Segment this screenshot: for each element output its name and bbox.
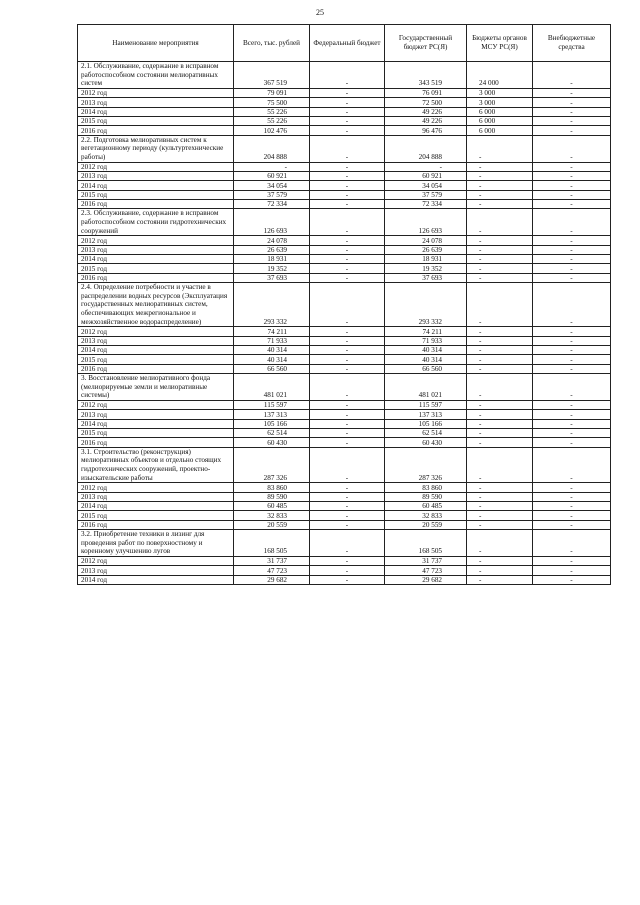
cell-activity-name: 2015 год <box>78 116 234 125</box>
cell-municipal-budget: - <box>467 181 533 190</box>
cell-extra-budget: - <box>533 255 611 264</box>
cell-total: 481 021 <box>234 374 310 401</box>
table-row-year <box>78 520 611 529</box>
cell-activity-name: 2016 год <box>78 364 234 373</box>
cell-state-budget: 60 485 <box>385 502 467 511</box>
cell-state-budget: 204 888 <box>385 135 467 162</box>
cell-total: 75 500 <box>234 98 310 107</box>
cell-extra-budget: - <box>533 410 611 419</box>
cell-extra-budget: - <box>533 116 611 125</box>
cell-activity-name: 2012 год <box>78 556 234 565</box>
cell-activity-name: 2014 год <box>78 107 234 116</box>
cell-municipal-budget: - <box>467 245 533 254</box>
cell-state-budget: 40 314 <box>385 355 467 364</box>
cell-total: 105 166 <box>234 419 310 428</box>
cell-state-budget: 62 514 <box>385 429 467 438</box>
cell-extra-budget: - <box>533 327 611 336</box>
cell-extra-budget: - <box>533 575 611 584</box>
cell-municipal-budget: - <box>467 336 533 345</box>
cell-federal-budget: - <box>310 181 385 190</box>
table-row-year <box>78 181 611 190</box>
cell-extra-budget: - <box>533 336 611 345</box>
cell-state-budget: 40 314 <box>385 345 467 354</box>
cell-activity-name: 2013 год <box>78 566 234 575</box>
table-row-year <box>78 566 611 575</box>
table-row-year <box>78 355 611 364</box>
header-extra-budget: Внебюджетные средства <box>533 25 611 62</box>
cell-total: 40 314 <box>234 345 310 354</box>
cell-municipal-budget: - <box>467 419 533 428</box>
cell-total: 71 933 <box>234 336 310 345</box>
cell-federal-budget: - <box>310 209 385 236</box>
cell-state-budget: 19 352 <box>385 264 467 273</box>
cell-activity-name: 2013 год <box>78 245 234 254</box>
cell-activity-name: 2013 год <box>78 410 234 419</box>
cell-total: 26 639 <box>234 245 310 254</box>
cell-municipal-budget: - <box>467 566 533 575</box>
cell-municipal-budget: 3 000 <box>467 98 533 107</box>
cell-state-budget: 29 682 <box>385 575 467 584</box>
cell-municipal-budget: - <box>467 327 533 336</box>
cell-extra-budget: - <box>533 171 611 180</box>
cell-extra-budget: - <box>533 419 611 428</box>
cell-activity-name: 3.1. Строительство (реконструкция) мелиоративных объектов и отдельно стоящих гидротехнических сооружений, проектно-изыскательские работы <box>78 447 234 482</box>
table-row-year <box>78 502 611 511</box>
cell-total: 79 091 <box>234 88 310 97</box>
table-row-year <box>78 410 611 419</box>
cell-state-budget: 481 021 <box>385 374 467 401</box>
cell-activity-name: 2014 год <box>78 419 234 428</box>
cell-total: 89 590 <box>234 492 310 501</box>
cell-state-budget: 49 226 <box>385 107 467 116</box>
cell-activity-name: 2014 год <box>78 181 234 190</box>
cell-federal-budget: - <box>310 200 385 209</box>
cell-municipal-budget: - <box>467 511 533 520</box>
cell-federal-budget: - <box>310 135 385 162</box>
cell-total: 55 226 <box>234 107 310 116</box>
cell-federal-budget: - <box>310 126 385 135</box>
cell-municipal-budget: - <box>467 345 533 354</box>
cell-municipal-budget: 24 000 <box>467 62 533 89</box>
cell-extra-budget: - <box>533 245 611 254</box>
cell-state-budget: 60 430 <box>385 438 467 447</box>
cell-extra-budget: - <box>533 364 611 373</box>
cell-state-budget: 26 639 <box>385 245 467 254</box>
table-row-section <box>78 447 611 482</box>
cell-extra-budget: - <box>533 429 611 438</box>
table-row-year <box>78 336 611 345</box>
cell-federal-budget: - <box>310 98 385 107</box>
cell-municipal-budget: - <box>467 264 533 273</box>
table-row-year <box>78 575 611 584</box>
table-row-year <box>78 200 611 209</box>
cell-extra-budget: - <box>533 126 611 135</box>
table-row-year <box>78 438 611 447</box>
header-total: Всего, тыс. рублей <box>234 25 310 62</box>
cell-activity-name: 2013 год <box>78 492 234 501</box>
cell-municipal-budget: - <box>467 374 533 401</box>
table-row-year <box>78 327 611 336</box>
cell-state-budget: 96 476 <box>385 126 467 135</box>
cell-extra-budget: - <box>533 447 611 482</box>
cell-state-budget: 20 559 <box>385 520 467 529</box>
cell-extra-budget: - <box>533 181 611 190</box>
cell-activity-name: 2016 год <box>78 438 234 447</box>
cell-extra-budget: - <box>533 438 611 447</box>
table-row-year <box>78 556 611 565</box>
cell-federal-budget: - <box>310 62 385 89</box>
cell-federal-budget: - <box>310 447 385 482</box>
table-row-year <box>78 483 611 492</box>
cell-activity-name: 2016 год <box>78 273 234 282</box>
cell-state-budget: 126 693 <box>385 209 467 236</box>
cell-state-budget: 18 931 <box>385 255 467 264</box>
cell-total: 62 514 <box>234 429 310 438</box>
cell-extra-budget: - <box>533 107 611 116</box>
table-row-year <box>78 400 611 409</box>
cell-total: 34 054 <box>234 181 310 190</box>
cell-extra-budget: - <box>533 345 611 354</box>
cell-extra-budget: - <box>533 530 611 557</box>
table-row-year <box>78 236 611 245</box>
budget-table <box>77 24 611 585</box>
table-row-section <box>78 283 611 327</box>
table-row-year <box>78 190 611 199</box>
cell-total: 60 485 <box>234 502 310 511</box>
cell-municipal-budget: - <box>467 236 533 245</box>
cell-federal-budget: - <box>310 419 385 428</box>
cell-federal-budget: - <box>310 327 385 336</box>
table-row-year <box>78 419 611 428</box>
header-federal-budget: Федеральный бюджет <box>310 25 385 62</box>
cell-federal-budget: - <box>310 245 385 254</box>
cell-total: 20 559 <box>234 520 310 529</box>
cell-state-budget: 137 313 <box>385 410 467 419</box>
cell-federal-budget: - <box>310 492 385 501</box>
cell-total: 66 560 <box>234 364 310 373</box>
cell-total: 31 737 <box>234 556 310 565</box>
cell-federal-budget: - <box>310 116 385 125</box>
cell-activity-name: 2013 год <box>78 171 234 180</box>
cell-extra-budget: - <box>533 135 611 162</box>
cell-federal-budget: - <box>310 511 385 520</box>
cell-municipal-budget: - <box>467 364 533 373</box>
cell-state-budget: 89 590 <box>385 492 467 501</box>
table-row-year <box>78 171 611 180</box>
table-body <box>78 62 611 585</box>
cell-municipal-budget: - <box>467 447 533 482</box>
cell-municipal-budget: - <box>467 530 533 557</box>
table-row-section <box>78 135 611 162</box>
cell-extra-budget: - <box>533 62 611 89</box>
table-row-year <box>78 264 611 273</box>
cell-activity-name: 2015 год <box>78 355 234 364</box>
cell-state-budget: 74 211 <box>385 327 467 336</box>
cell-total: 102 476 <box>234 126 310 135</box>
cell-municipal-budget: - <box>467 135 533 162</box>
cell-activity-name: 2016 год <box>78 520 234 529</box>
cell-total: 72 334 <box>234 200 310 209</box>
cell-state-budget: 343 519 <box>385 62 467 89</box>
cell-municipal-budget: - <box>467 520 533 529</box>
cell-total: 47 723 <box>234 566 310 575</box>
cell-total: 83 860 <box>234 483 310 492</box>
cell-activity-name: 2012 год <box>78 400 234 409</box>
cell-activity-name: 2014 год <box>78 255 234 264</box>
cell-municipal-budget: - <box>467 575 533 584</box>
cell-federal-budget: - <box>310 264 385 273</box>
cell-activity-name: 2014 год <box>78 575 234 584</box>
cell-extra-budget: - <box>533 492 611 501</box>
cell-state-budget: 37 579 <box>385 190 467 199</box>
cell-municipal-budget: - <box>467 209 533 236</box>
cell-municipal-budget: - <box>467 190 533 199</box>
cell-state-budget: 32 833 <box>385 511 467 520</box>
cell-state-budget: 34 054 <box>385 181 467 190</box>
cell-activity-name: 2016 год <box>78 200 234 209</box>
cell-total: 37 579 <box>234 190 310 199</box>
cell-federal-budget: - <box>310 190 385 199</box>
cell-state-budget: 71 933 <box>385 336 467 345</box>
cell-municipal-budget: - <box>467 273 533 282</box>
table-row-year <box>78 255 611 264</box>
cell-total: 40 314 <box>234 355 310 364</box>
cell-activity-name: 2015 год <box>78 190 234 199</box>
cell-total: 37 693 <box>234 273 310 282</box>
table-row-year <box>78 88 611 97</box>
table-row-year <box>78 429 611 438</box>
cell-total: 18 931 <box>234 255 310 264</box>
table-row-year <box>78 345 611 354</box>
cell-state-budget: 83 860 <box>385 483 467 492</box>
table-row-section <box>78 530 611 557</box>
cell-total: - <box>234 162 310 171</box>
header-activity-name: Наименование мероприятия <box>78 25 234 62</box>
cell-municipal-budget: 6 000 <box>467 107 533 116</box>
cell-state-budget: 47 723 <box>385 566 467 575</box>
cell-federal-budget: - <box>310 556 385 565</box>
table-row-section <box>78 374 611 401</box>
cell-total: 29 682 <box>234 575 310 584</box>
cell-extra-budget: - <box>533 264 611 273</box>
table-row-section <box>78 62 611 89</box>
cell-municipal-budget: 6 000 <box>467 126 533 135</box>
cell-federal-budget: - <box>310 374 385 401</box>
cell-extra-budget: - <box>533 374 611 401</box>
cell-federal-budget: - <box>310 355 385 364</box>
cell-municipal-budget: - <box>467 410 533 419</box>
cell-federal-budget: - <box>310 520 385 529</box>
cell-total: 137 313 <box>234 410 310 419</box>
cell-activity-name: 2.4. Определение потребности и участие в распределении водных ресурсов (Эксплуатация государственных мелиоративных систем, обеспечивающих межрегиональное и межхозяйственное водораспределение) <box>78 283 234 327</box>
cell-federal-budget: - <box>310 530 385 557</box>
cell-activity-name: 2016 год <box>78 126 234 135</box>
cell-municipal-budget: - <box>467 438 533 447</box>
cell-municipal-budget: - <box>467 492 533 501</box>
cell-federal-budget: - <box>310 345 385 354</box>
cell-total: 287 326 <box>234 447 310 482</box>
cell-total: 168 505 <box>234 530 310 557</box>
cell-activity-name: 2015 год <box>78 429 234 438</box>
cell-total: 293 332 <box>234 283 310 327</box>
cell-federal-budget: - <box>310 273 385 282</box>
cell-state-budget: 60 921 <box>385 171 467 180</box>
page-number: 25 <box>316 8 324 17</box>
cell-extra-budget: - <box>533 273 611 282</box>
cell-total: 126 693 <box>234 209 310 236</box>
table-row-year <box>78 107 611 116</box>
cell-total: 60 430 <box>234 438 310 447</box>
cell-municipal-budget: 6 000 <box>467 116 533 125</box>
cell-extra-budget: - <box>533 355 611 364</box>
cell-extra-budget: - <box>533 190 611 199</box>
cell-state-budget: 76 091 <box>385 88 467 97</box>
cell-state-budget: 24 078 <box>385 236 467 245</box>
cell-activity-name: 2015 год <box>78 511 234 520</box>
cell-federal-budget: - <box>310 171 385 180</box>
table-row-year <box>78 511 611 520</box>
cell-activity-name: 2013 год <box>78 98 234 107</box>
cell-total: 115 597 <box>234 400 310 409</box>
cell-extra-budget: - <box>533 400 611 409</box>
cell-state-budget: 168 505 <box>385 530 467 557</box>
cell-activity-name: 2015 год <box>78 264 234 273</box>
cell-extra-budget: - <box>533 209 611 236</box>
cell-municipal-budget: - <box>467 355 533 364</box>
cell-activity-name: 2014 год <box>78 502 234 511</box>
cell-federal-budget: - <box>310 107 385 116</box>
cell-activity-name: 2.1. Обслуживание, содержание в исправном работоспособном состоянии мелиоративных систем <box>78 62 234 89</box>
cell-federal-budget: - <box>310 88 385 97</box>
cell-municipal-budget: - <box>467 200 533 209</box>
cell-extra-budget: - <box>533 283 611 327</box>
cell-state-budget: 293 332 <box>385 283 467 327</box>
cell-total: 74 211 <box>234 327 310 336</box>
cell-state-budget: 72 500 <box>385 98 467 107</box>
cell-federal-budget: - <box>310 410 385 419</box>
cell-activity-name: 2012 год <box>78 236 234 245</box>
cell-federal-budget: - <box>310 429 385 438</box>
cell-extra-budget: - <box>533 520 611 529</box>
cell-extra-budget: - <box>533 162 611 171</box>
cell-extra-budget: - <box>533 200 611 209</box>
cell-municipal-budget: - <box>467 171 533 180</box>
cell-activity-name: 2012 год <box>78 327 234 336</box>
cell-municipal-budget: - <box>467 556 533 565</box>
cell-state-budget: 49 226 <box>385 116 467 125</box>
cell-municipal-budget: - <box>467 283 533 327</box>
cell-federal-budget: - <box>310 162 385 171</box>
cell-total: 60 921 <box>234 171 310 180</box>
cell-federal-budget: - <box>310 566 385 575</box>
cell-state-budget: 31 737 <box>385 556 467 565</box>
table-row-year <box>78 364 611 373</box>
cell-federal-budget: - <box>310 400 385 409</box>
cell-activity-name: 3. Восстановление мелиоративного фонда (мелиорируемые земли и мелиоративные системы) <box>78 374 234 401</box>
cell-federal-budget: - <box>310 236 385 245</box>
table-row-year <box>78 98 611 107</box>
table-header-row <box>78 25 611 62</box>
cell-municipal-budget: - <box>467 255 533 264</box>
header-state-budget: Государственный бюджет РС(Я) <box>385 25 467 62</box>
cell-municipal-budget: - <box>467 400 533 409</box>
table-row-year <box>78 273 611 282</box>
cell-total: 32 833 <box>234 511 310 520</box>
table-row-year <box>78 162 611 171</box>
cell-federal-budget: - <box>310 283 385 327</box>
cell-state-budget: 115 597 <box>385 400 467 409</box>
cell-activity-name: 3.2. Приобретение техники в лизинг для проведения работ по поверхностному и коренному улучшению лугов <box>78 530 234 557</box>
table-row-year <box>78 116 611 125</box>
table-row-year <box>78 492 611 501</box>
cell-state-budget: - <box>385 162 467 171</box>
cell-extra-budget: - <box>533 236 611 245</box>
cell-extra-budget: - <box>533 98 611 107</box>
cell-activity-name: 2012 год <box>78 483 234 492</box>
cell-total: 19 352 <box>234 264 310 273</box>
cell-state-budget: 287 326 <box>385 447 467 482</box>
cell-state-budget: 37 693 <box>385 273 467 282</box>
cell-extra-budget: - <box>533 566 611 575</box>
cell-municipal-budget: - <box>467 429 533 438</box>
cell-activity-name: 2014 год <box>78 345 234 354</box>
table-row-section <box>78 209 611 236</box>
cell-total: 367 519 <box>234 62 310 89</box>
cell-federal-budget: - <box>310 336 385 345</box>
cell-activity-name: 2.3. Обслуживание, содержание в исправном работоспособном состоянии гидротехнических сооружений <box>78 209 234 236</box>
cell-extra-budget: - <box>533 556 611 565</box>
cell-activity-name: 2.2. Подготовка мелиоративных систем к вегетационному периоду (культуртехнические работы) <box>78 135 234 162</box>
cell-municipal-budget: - <box>467 502 533 511</box>
cell-activity-name: 2012 год <box>78 162 234 171</box>
cell-state-budget: 72 334 <box>385 200 467 209</box>
cell-total: 24 078 <box>234 236 310 245</box>
cell-total: 204 888 <box>234 135 310 162</box>
cell-municipal-budget: - <box>467 483 533 492</box>
cell-federal-budget: - <box>310 255 385 264</box>
cell-federal-budget: - <box>310 483 385 492</box>
cell-federal-budget: - <box>310 575 385 584</box>
cell-federal-budget: - <box>310 502 385 511</box>
cell-extra-budget: - <box>533 88 611 97</box>
cell-municipal-budget: 3 000 <box>467 88 533 97</box>
cell-federal-budget: - <box>310 364 385 373</box>
cell-extra-budget: - <box>533 483 611 492</box>
cell-state-budget: 66 560 <box>385 364 467 373</box>
cell-municipal-budget: - <box>467 162 533 171</box>
cell-federal-budget: - <box>310 438 385 447</box>
cell-extra-budget: - <box>533 511 611 520</box>
table-row-year <box>78 245 611 254</box>
cell-total: 55 226 <box>234 116 310 125</box>
cell-activity-name: 2013 год <box>78 336 234 345</box>
header-municipal-budget: Бюджеты органов МСУ РС(Я) <box>467 25 533 62</box>
cell-state-budget: 105 166 <box>385 419 467 428</box>
cell-extra-budget: - <box>533 502 611 511</box>
cell-activity-name: 2012 год <box>78 88 234 97</box>
table-row-year <box>78 126 611 135</box>
